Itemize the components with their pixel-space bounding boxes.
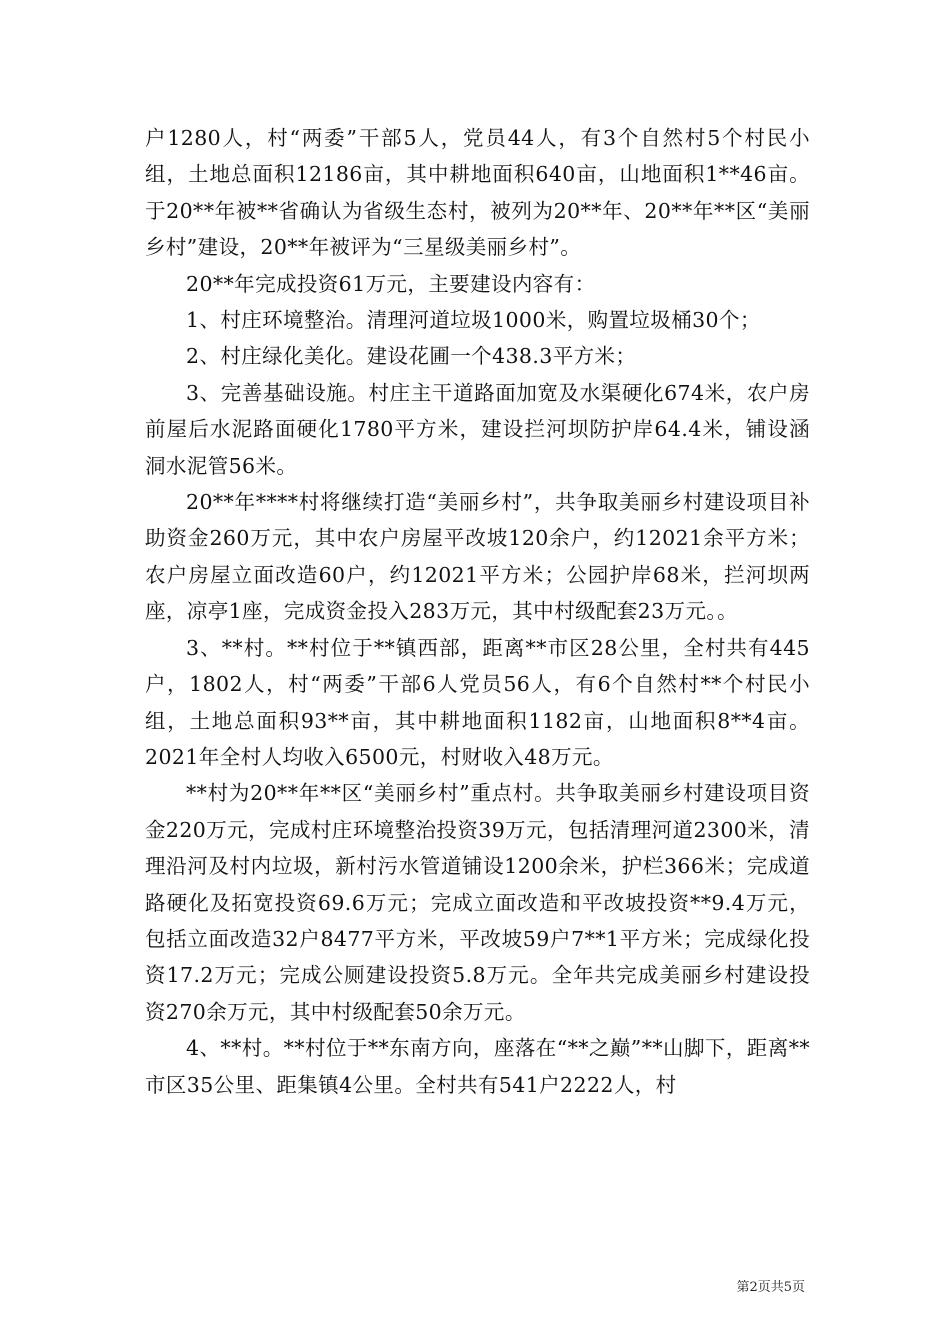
paragraph-2: 20**年完成投资61万元，主要建设内容有： <box>186 271 596 296</box>
paragraph-7: 3、**村。**村位于**镇西部，距离**市区28公里，全村共有445户，1802人，村“两委”干部6人党员56人，有6个自然村**个村民小组，土地总面积93**亩，其中耕地面积1182亩，山地面积8**4亩。2021年全村人均收入6500元，村财收入48万元。 <box>145 635 810 769</box>
paragraph-8: **村为20**年**区“美丽乡村”重点村。共争取美丽乡村建设项目资金220万元，完成村庄环境整治投资39万元，包括清理河道2300米，清理沿河及村内垃圾，新村污水管道铺设1200余米，护栏366米；完成道路硬化及拓宽投资69.6万元；完成立面改造和平改坡投资**9.4万元，包括立面改造32户8477平方米，平改坡59户7**1平方米；完成绿化投资17.2万元；完成公厕建设投资5.8万元。全年共完成美丽乡村建设投资270余万元，其中村级配套50余万元。 <box>145 781 810 1024</box>
paragraph-3: 1、村庄环境整治。清理河道垃圾1000米，购置垃圾桶30个； <box>186 308 761 333</box>
paragraph-9: 4、**村。**村位于**东南方向，座落在“**之巅”**山脚下，距离**市区35公里、距集镇4公里。全村共有541户2222人，村 <box>145 1036 810 1097</box>
paragraph-5: 3、完善基础设施。村庄主干道路面加宽及水渠硬化674米，农户房前屋后水泥路面硬化1780平方米，建设拦河坝防护岸64.4米，铺设涵洞水泥管56米。 <box>145 380 810 478</box>
paragraph-1: 户1280人，村“两委”干部5人，党员44人，有3个自然村5个村民小组，土地总面积12186亩，其中耕地面积640亩，山地面积1**46亩。于20**年被**省确认为省级生态村，被列为20**年、20**年**区“美丽乡村”建设，20**年被评为“三星级美丽乡村”。 <box>145 126 810 260</box>
paragraph-4: 2、村庄绿化美化。建设花圃一个438.3平方米； <box>186 344 637 369</box>
document-body <box>145 120 810 1103</box>
page-number: 第2页共5页 <box>736 1280 805 1295</box>
paragraph-6: 20**年****村将继续打造“美丽乡村”，共争取美丽乡村建设项目补助资金260万元，其中农户房屋平改坡120余户，约12021余平方米；农户房屋立面改造60户，约12021平方米；公园护岸68米，拦河坝两座，凉亭1座，完成资金投入283万元，其中村级配套23万元。。 <box>145 490 810 624</box>
